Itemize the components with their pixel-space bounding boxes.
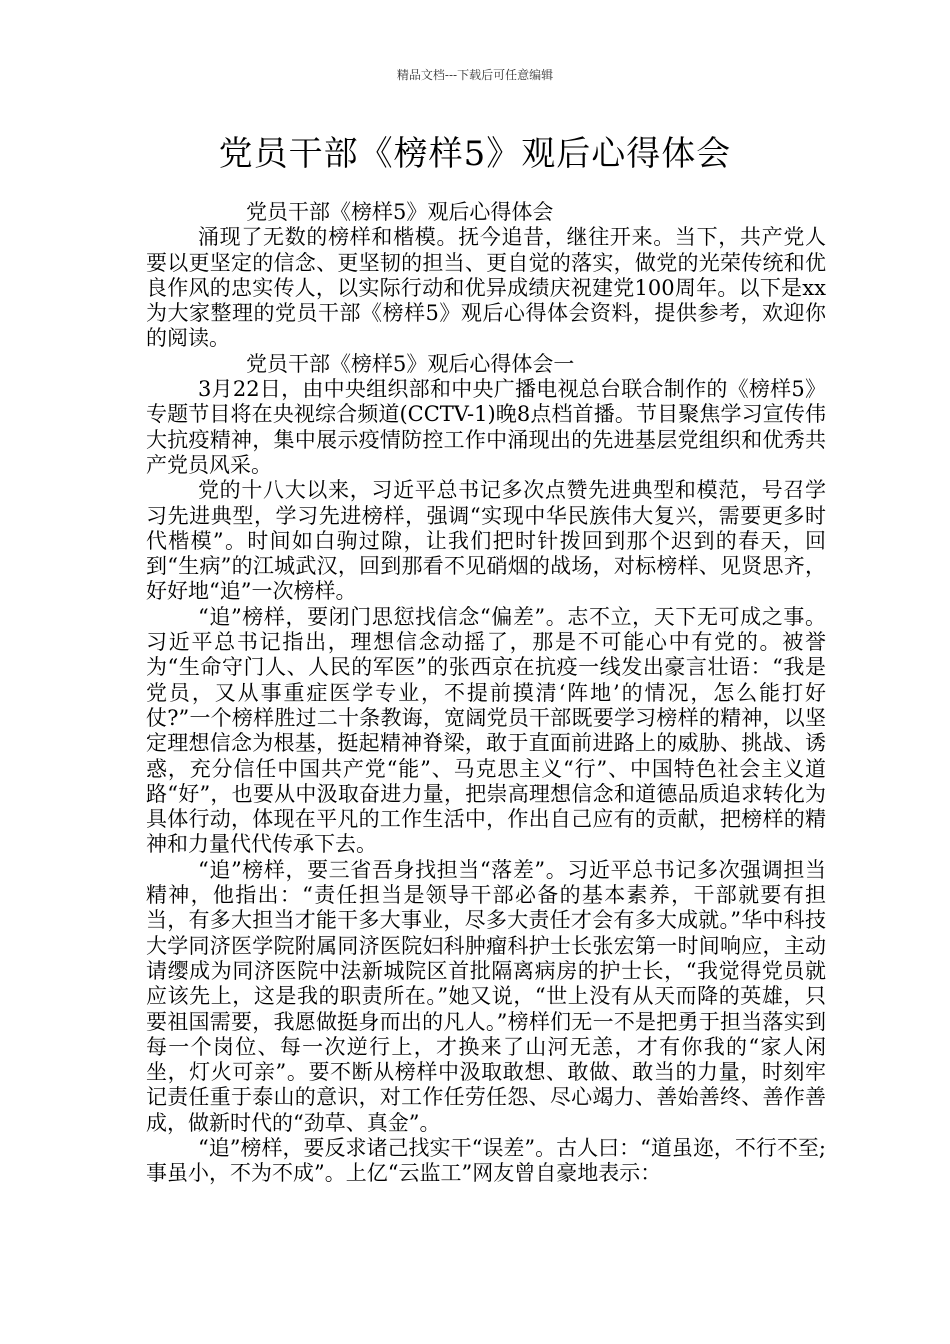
paragraph-intro: 涌现了无数的榜样和楷模。抚今追昔，继往开来。当下，共产党人要以更坚定的信念、更坚韧的担当、更自觉的落实，做党的光荣传统和优良作风的忠实传人，以实际行动和优异成绩庆祝建党100周年。以下是xx为大家整理的党员干部《榜样5》观后心得体会资料，提供参考，欢迎你的阅读。 bbox=[146, 225, 826, 351]
paragraph: “追”榜样，要闭门思愆找信念“偏差”。志不立，天下无可成之事。习近平总书记指出，理想信念动摇了，那是不可能心中有党的。被誉为“生命守门人、人民的军医”的张西京在抗疫一线发出豪言壮语：“我是党员，又从事重症医学专业，不提前摸清‘阵地’的情况，怎么能打好仗?”一个榜样胜过二十条教诲，宽阔党员干部既要学习榜样的精神，以坚定理想信念为根基，挺起精神脊梁，敢于直面前进路上的威胁、挑战、诱惑，充分信任中国共产党“能”、马克思主义“行”、中国特色社会主义道路“好”，也要从中汲取奋进力量，把崇高理想信念和道德品质追求转化为具体行动，体现在平凡的工作生活中，作出自己应有的贡献，把榜样的精神和力量代代传承下去。 bbox=[146, 604, 826, 857]
document-body bbox=[146, 200, 826, 1187]
paragraph: 党的十八大以来，习近平总书记多次点赞先进典型和模范，号召学习先进典型，学习先进榜样，强调“实现中华民族伟大复兴，需要更多时代楷模”。时间如白驹过隙，让我们把时针拨回到那个迟到的春天，回到“生病”的江城武汉，回到那看不见硝烟的战场，对标榜样、见贤思齐，好好地“追”一次榜样。 bbox=[146, 478, 826, 604]
paragraph: “追”榜样，要反求诸己找实干“误差”。古人曰：“道虽迩，不行不至;事虽小，不为不成”。上亿“云监工”网友曾自豪地表示： bbox=[146, 1135, 826, 1186]
paragraph: “追”榜样，要三省吾身找担当“落差”。习近平总书记多次强调担当精神，他指出：“责任担当是领导干部必备的基本素养，干部就要有担当，有多大担当才能干多大事业，尽多大责任才会有多大成就。”华中科技大学同济医学院附属同济医院妇科肿瘤科护士长张宏第一时间响应，主动请缨成为同济医院中法新城院区首批隔离病房的护士长，“我觉得党员就应该先上，这是我的职责所在。”她又说，“世上没有从天而降的英雄，只要祖国需要，我愿做挺身而出的凡人。”榜样们无一不是把勇于担当落实到每一个岗位、每一次逆行上，才换来了山河无恙，才有你我的“家人闲坐，灯火可亲”。要不断从榜样中汲取敢想、敢做、敢当的力量，时刻牢记责任重于泰山的意识，对工作任劳任怨、尽心竭力、善始善终、善作善成，做新时代的“劲草、真金”。 bbox=[146, 857, 826, 1135]
paragraph-subtitle: 党员干部《榜样5》观后心得体会 bbox=[246, 200, 554, 224]
header-note: 精品文档---下载后可任意编辑 bbox=[396, 68, 554, 82]
document-title: 党员干部《榜样5》观后心得体会 bbox=[218, 134, 732, 174]
paragraph-section-heading: 党员干部《榜样5》观后心得体会一 bbox=[246, 351, 575, 376]
paragraph: 3月22日，由中央组织部和中央广播电视总台联合制作的《榜样5》专题节目将在央视综合频道(CCTV-1)晚8点档首播。节目聚焦学习宣传伟大抗疫精神，集中展示疫情防控工作中涌现出的先进基层党组织和优秀共产党员风采。 bbox=[146, 377, 826, 477]
